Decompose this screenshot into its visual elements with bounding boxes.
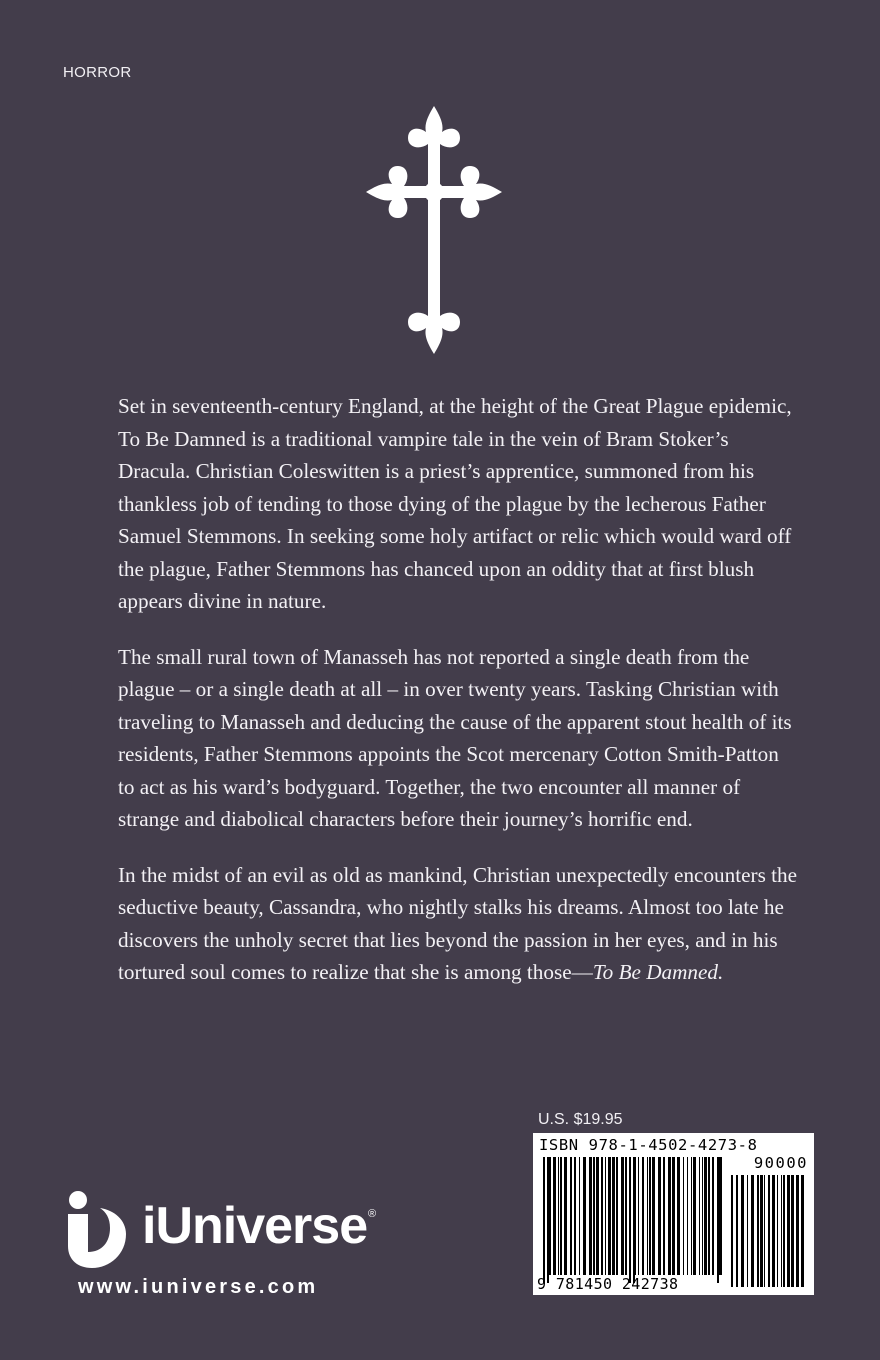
addon-code: 90000 — [753, 1154, 808, 1172]
barcode-bar — [731, 1175, 733, 1287]
barcode-bar — [589, 1157, 592, 1275]
barcode-bar — [801, 1175, 804, 1287]
barcode-bar — [579, 1157, 580, 1275]
iuniverse-person-logo-icon — [62, 1190, 132, 1270]
barcode-bar — [547, 1157, 549, 1283]
barcode-bar — [658, 1157, 661, 1275]
barcode-bar — [633, 1157, 635, 1283]
barcode-bar — [672, 1157, 675, 1275]
barcode-bar — [764, 1175, 765, 1287]
barcode-bar — [683, 1157, 684, 1275]
isbn-label: ISBN 978-1-4502-4273-8 — [539, 1136, 758, 1154]
barcode-bar — [553, 1157, 556, 1275]
barcode-bar — [596, 1157, 599, 1275]
back-cover-blurb — [118, 390, 798, 1012]
barcode-bar — [777, 1175, 778, 1287]
barcode-bar — [768, 1175, 770, 1287]
barcode-bar — [757, 1175, 759, 1287]
book-title-italic: To Be Damned. — [592, 960, 724, 984]
barcode-bar — [652, 1157, 655, 1275]
barcode-bar — [687, 1157, 688, 1275]
barcode-bar — [719, 1157, 722, 1275]
barcode-bar — [564, 1157, 567, 1275]
barcode-bar — [747, 1175, 748, 1287]
barcode-bar — [558, 1157, 559, 1275]
publisher-logo — [62, 1190, 392, 1270]
barcode-bar — [625, 1157, 627, 1275]
barcode-bar — [663, 1157, 665, 1275]
blurb-paragraph-3-text: In the midst of an evil as old as mankind, Christian unexpectedly encounters the seductive beauty, Cassandra, who nightly stalks his dreams. Almost too late he discovers the unholy secret that lies beyond the passion in her eyes, and in his tortured soul comes to realize that she is among those— — [118, 862, 798, 984]
barcode-bar — [712, 1157, 714, 1275]
barcode-bar — [772, 1175, 775, 1287]
barcode-bar — [574, 1157, 576, 1275]
barcode-bar — [760, 1175, 763, 1287]
barcode-bar — [668, 1157, 671, 1275]
barcode-bar — [608, 1157, 611, 1275]
barcode-bar — [583, 1157, 586, 1275]
barcode-bar — [691, 1157, 692, 1275]
barcode-bar — [751, 1175, 754, 1287]
barcode-bar — [736, 1175, 738, 1287]
barcode-bar — [601, 1157, 603, 1275]
barcode-bar — [699, 1157, 700, 1275]
barcode-bar — [605, 1157, 606, 1275]
barcode-bar — [629, 1157, 631, 1283]
barcode-bar — [781, 1175, 782, 1287]
barcode-bar — [616, 1157, 618, 1275]
fleury-cross-icon — [364, 104, 504, 356]
publisher-name: iUniverse — [142, 1197, 368, 1255]
registered-mark: ® — [368, 1208, 377, 1220]
barcode-bar — [796, 1175, 799, 1287]
barcode-bar — [560, 1157, 562, 1275]
barcode-bar — [543, 1157, 545, 1283]
barcode-bar — [787, 1175, 790, 1287]
barcode-bar — [570, 1157, 572, 1275]
barcode-bar — [791, 1175, 794, 1287]
blurb-paragraph-1: Set in seventeenth-century England, at the height of the Great Plague epidemic, To Be Damned is a traditional vampire tale in the vein of Bram Stoker’s Dracula. Christian Coleswitten is a priest’s apprentice, summoned from his thankless job of tending to those dying of the plague by the lecherous Father Samuel Stemmons. In seeking some holy artifact or relic which would ward off the plague, Father Stemmons has chanced upon an oddity that at first blush appears divine in nature. — [118, 394, 792, 613]
price-label: U.S. $19.95 — [538, 1111, 623, 1128]
barcode-bar — [708, 1157, 710, 1275]
isbn-barcode — [533, 1133, 814, 1295]
publisher-url: www.iuniverse.com — [78, 1276, 319, 1298]
barcode-bar — [741, 1175, 744, 1287]
barcode-bar — [702, 1157, 703, 1275]
barcode-bar — [621, 1157, 624, 1275]
barcode-bar — [649, 1157, 651, 1275]
barcode-bar — [612, 1157, 615, 1275]
blurb-paragraph-2: The small rural town of Manasseh has not reported a single death from the plague – or a single death at all – in over twenty years. Tasking Christian with traveling to Manasseh and deducing the cause of the apparent stout health of its residents, Father Stemmons appoints the Scot mercenary Cotton Smith-Patton to act as his ward’s bodyguard. Together, the two encounter all manner of strange and diabolical characters before their journey’s horrific end. — [118, 644, 792, 831]
barcode-bar — [638, 1157, 639, 1275]
barcode-bar — [717, 1157, 719, 1283]
barcode-bar — [593, 1157, 595, 1275]
barcode-bar — [642, 1157, 644, 1275]
ean-digits: 9 781450 242738 — [537, 1275, 679, 1293]
barcode-bar — [677, 1157, 680, 1275]
barcode-bar — [693, 1157, 696, 1275]
genre-label: HORROR — [63, 64, 132, 81]
barcode-bar — [783, 1175, 785, 1287]
barcode-bar — [647, 1157, 648, 1275]
blurb-paragraph-3 — [118, 859, 798, 989]
barcode-bar — [704, 1157, 707, 1275]
